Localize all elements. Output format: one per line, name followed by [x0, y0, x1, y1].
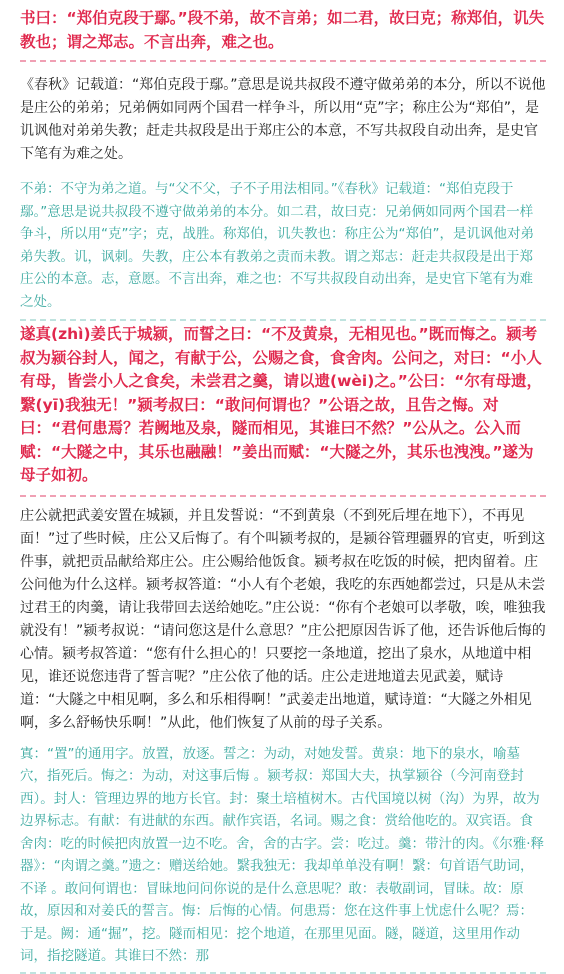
annotation-notes: 寘：“置”的通用字。放置，放逐。誓之：为动，对她发誓。黄泉：地下的泉水，喻墓穴，指死后。悔之：为动，对这事后悔 。颍考叔：郑国大夫，执掌颍谷（今河南登封西）。封人：管理边界的地方长官。封：聚土培植树木。古代国境以树（沟）为界，故为边界标志。有献：有进献的东西。献作宾语，名词。赐之食：赏给他吃的。双宾语。食舍肉：吃的时候把肉放置一边不吃。舍，舍的古字。尝：吃过。羹：带汁的肉。《尔雅·释器》：“肉谓之羹。”遗之：赠送给她。繄我独无：我却单单没有啊！繄：句首语气助词，不译 。敢问何谓也：冒昧地问问你说的是什么意思呢？敢：表敬副词，冒昧。故：原故，原因和对姜氏的誓言。悔：后悔的心情。何患焉：您在这件事上忧虑什么呢？焉：于是。阙：通“掘”，挖。隧而相见：挖个地道，在那里见面。隧，隧道，这里用作动词，指挖隧道。其谁曰不然：那 [20, 743, 546, 974]
modern-translation: 《春秋》记载道：“郑伯克段于鄢。”意思是说共叔段不遵守做弟弟的本分，所以不说他是庄公的弟弟；兄弟俩如同两个国君一样争斗，所以用“克”字；称庄公为“郑伯”，是讥讽他对弟弟失教；赶走共叔段是出于郑庄公的本意，不写共叔段自动出奔，是史官下笔有为难之处。 [20, 77, 546, 162]
classical-text-quote: 书曰：“郑伯克段于鄢。”段不弟，故不言弟；如二君，故曰克；称郑伯，讥失教也；谓之郑志。不言出奔，难之也。 [20, 0, 546, 62]
annotation-notes: 不弟：不守为弟之道。与“父不父，子不子用法相同。”《春秋》记载道：“郑伯克段于鄢。”意思是说共叔段不遵守做弟弟的本分。如二君，故曰克：兄弟俩如同两个国君一样争斗，所以用“克”字；克，战胜。称郑伯，讥失教也：称庄公为“郑伯”，是讥讽他对弟弟失教。讥，讽刺。失教，庄公本有教弟之责而未教。谓之郑志：赶走共叔段是出于郑庄公的本意。志，意愿。不言出奔，难之也：不写共叔段自动出奔，是史官下笔有为难之处。 [20, 178, 546, 321]
classical-text-quote: 遂真(zhì)姜氏于城颍，而誓之曰：“不及黄泉，无相见也。”既而悔之。颍考叔为颍谷封人，闻之，有献于公，公赐之食，食舍肉。公问之，对曰：“小人有母，皆尝小人之食矣，未尝君之羹，请以遗(wèi)之。”公曰：“尔有母遗，繄(yī)我独无！”颍考叔曰：“敢问何谓也？”公语之故，且告之悔。对曰：“君何患焉？若阙地及泉，隧而相见，其谁曰不然？”公从之。公入而赋：“大隧之中，其乐也融融！”姜出而赋：“大隧之外，其乐也洩洩。”遂为母子如初。 [20, 321, 546, 497]
modern-translation: 庄公就把武姜安置在城颍，并且发誓说：“不到黄泉（不到死后埋在地下），不再见面！”过了些时候，庄公又后悔了。有个叫颍考叔的，是颍谷管理疆界的官吏，听到这件事，就把贡品献给郑庄公。庄公赐给他饭食。颍考叔在吃饭的时候，把肉留着。庄公问他为什么这样。颍考叔答道：“小人有个老娘，我吃的东西她都尝过，只是从未尝过君王的肉羹，请让我带回去送给她吃。”庄公说：“你有个老娘可以孝敬，唉，唯独我就没有！”颍考叔说：“请问您这是什么意思？”庄公把原因告诉了他，还告诉他后悔的心情。颍考叔答道：“您有什么担心的！只要挖一条地道，挖出了泉水，从地道中相见，谁还说您违背了誓言呢？”庄公依了他的话。庄公走进地道去见武姜，赋诗道：“大隧之中相见啊，多么和乐相得啊！”武姜走出地道，赋诗道：“大隧之外相见啊，多么舒畅快乐啊！”从此，他们恢复了从前的母子关系。 [20, 507, 546, 731]
